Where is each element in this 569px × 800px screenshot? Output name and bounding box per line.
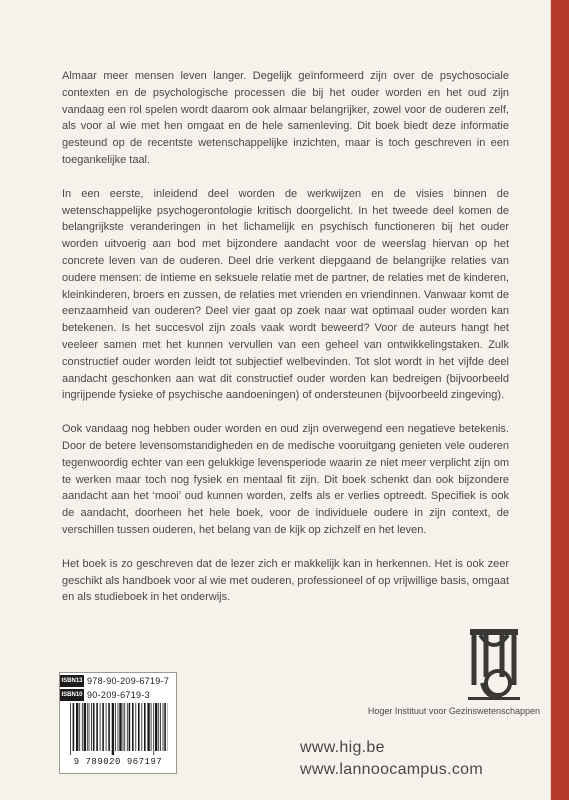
- barcode-bar: [82, 703, 83, 751]
- barcode-bar: [119, 703, 121, 751]
- barcode-bar: [89, 703, 90, 751]
- url-lannoocampus[interactable]: www.lannoocampus.com: [300, 761, 483, 778]
- barcode-panel: [59, 672, 177, 774]
- barcode-bar: [91, 703, 92, 751]
- paragraph-2: In een eerste, inleidend deel worden de werkwijzen en de visies binnen de wetenschappelijke psychogerontologie kritisch doorgelicht. In het tweede deel komen de belangrijkste veranderingen in het lichamelijk en psychisch functioneren bij het ouder worden uitvoerig aan bod met bijzondere aandacht voor de weerslag hiervan op het concrete leven van de ouderen. Deel drie verkent diepgaand de belangrijke relaties van oudere mensen: de intieme en seksuele relatie met de partner, de relaties met de kinderen, kleinkinderen, broers en zussen, de relaties met vrienden en vriendinnen. Vanwaar komt de eenzaamheid van ouderen? Deel vier gaat op zoek naar wat optimaal ouder worden kan betekenen. Is het succesvol zijn zoals vaak wordt beweerd? Voor de auteurs hangt het veeleer samen met het kunnen vervullen van een geheel van ontwikkelingstaken. Zulk constructief ouder worden leidt tot subjectief welbevinden. Tot slot wordt in het vijfde deel aandacht geschonken aan wat dit constructief ouder worden kan bedreigen (bijvoorbeeld ingrijpende fysieke of psychische aandoeningen) of ondersteunen (bijvoorbeeld zingeving).: [62, 187, 509, 402]
- barcode-bar: [93, 703, 95, 751]
- barcode-bar: [163, 703, 164, 751]
- barcode-bar: [115, 703, 116, 751]
- barcode-bars: [70, 703, 168, 755]
- barcode-bar: [153, 703, 154, 755]
- barcode-bar: [158, 703, 159, 751]
- hig-logo-icon: [464, 627, 524, 705]
- barcode-bar: [144, 703, 146, 751]
- barcode-bar: [79, 703, 80, 751]
- barcode-bar: [108, 703, 110, 751]
- barcode-bar: [87, 703, 88, 751]
- barcode-bar: [147, 703, 149, 751]
- barcode-bar: [132, 703, 134, 751]
- barcode-bar: [70, 703, 71, 755]
- isbn10-row: [60, 689, 176, 701]
- barcode-bar: [106, 703, 107, 751]
- barcode-bar: [151, 703, 152, 751]
- isbn13-label: ISBN13: [60, 675, 84, 687]
- paragraph-1: Almaar meer mensen leven langer. Degelijk geïnformeerd zijn over de psychosociale contexten en de psychologische processen die bij het ouder worden en het oud zijn vandaag een rol spelen wordt daarom ook almaar belangrijker, zowel voor de ouderen zelf, als voor al wie met hen omgaat en de hele samenleving. Dit boek biedt deze informatie gesteund op de recentste wetenschappelijke inzichten, maar is toch geschreven in een toegankelijke taal.: [62, 70, 509, 166]
- barcode-bar: [123, 703, 124, 751]
- barcode-bar: [155, 703, 157, 751]
- paragraph-4: Het boek is zo geschreven dat de lezer zich er makkelijk kan in herkennen. Het is ook zeer geschikt als handboek voor al wie met ouderen, professioneel of op vrijwillige basis, omgaat en als studieboek in het onderwijs.: [62, 557, 509, 604]
- institute-name: Hoger Instituut voor Gezinswetenschappen: [367, 706, 540, 716]
- isbn10-label: ISBN10: [60, 689, 84, 701]
- barcode-bar: [96, 703, 98, 751]
- barcode-bar: [138, 703, 140, 751]
- barcode-bar: [102, 703, 104, 751]
- barcode-bar: [100, 703, 101, 751]
- url-hig[interactable]: www.hig.be: [300, 739, 385, 756]
- barcode-bar: [73, 703, 75, 751]
- barcode-bar: [76, 703, 78, 751]
- barcode-bar: [141, 703, 142, 751]
- publisher-urls: [300, 737, 518, 781]
- isbn10-value: 90-209-6719-3: [87, 690, 150, 700]
- book-spine-strip: [551, 0, 569, 800]
- barcode-bar: [164, 703, 166, 751]
- barcode-bar: [160, 703, 161, 751]
- paragraph-3: Ook vandaag nog hebben ouder worden en oud zijn overwegend een negatieve betekenis. Door de betere levensomstandigheden en de medische vooruitgang genieten vele ouderen tegenwoordig echter van een gelukkige levensperiode waarin ze niet meer verplicht zijn om te werken maar toch nog fysiek en mentaal fit zijn. Dit boek schenkt dan ook bijzondere aandacht aan het ‘mooi’ oud kunnen worden, zelfs als er verlies optreedt. Specifiek is ook de aandacht, doorheen het hele boek, voor de individuele oudere in zijn context, de verschillen tussen ouderen, het belang van de kijk op zichzelf en het leven.: [62, 423, 509, 536]
- barcode-bar: [135, 703, 136, 751]
- barcode-bar: [124, 703, 125, 751]
- barcode-digits: 9 789020 967197: [73, 757, 163, 767]
- barcode-bar: [84, 703, 86, 751]
- barcode-bar: [129, 703, 131, 751]
- isbn13-row: [60, 675, 176, 687]
- barcode-bar: [112, 703, 114, 755]
- barcode-bar: [118, 703, 119, 751]
- barcode-bar: [127, 703, 128, 751]
- isbn13-value: 978-90-209-6719-7: [87, 676, 170, 686]
- back-cover-text: [62, 68, 509, 623]
